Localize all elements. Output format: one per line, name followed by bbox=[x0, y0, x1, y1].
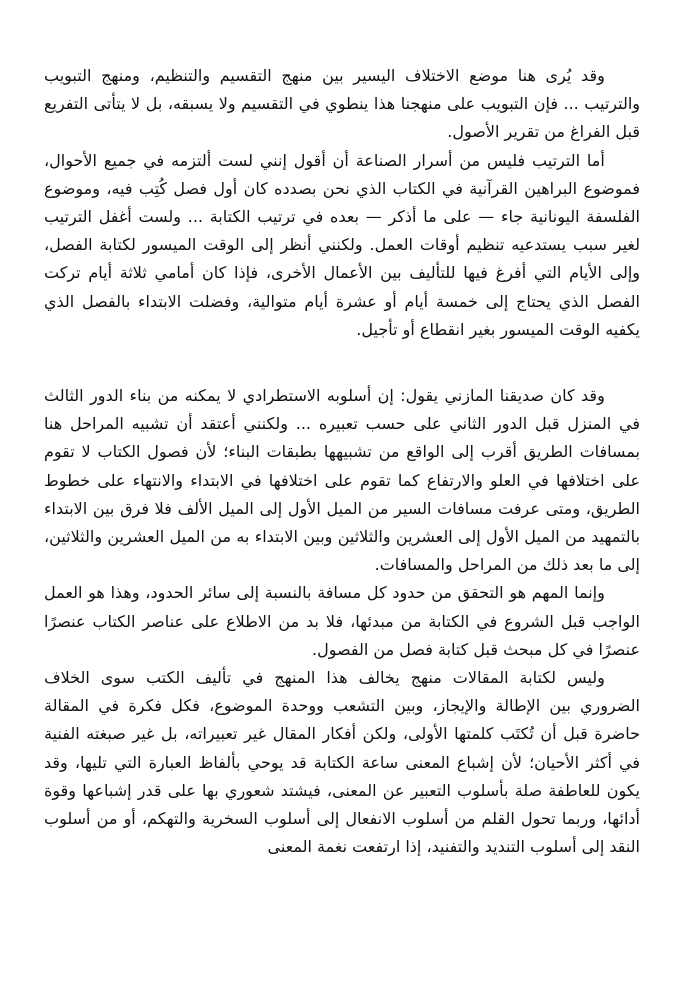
paragraph-5: وليس لكتابة المقالات منهج يخالف هذا المنهج في تأليف الكتب سوى الخلاف الضروري بين الإطالة والإيجاز، وبين التشعب ووحدة الموضوع، فكل فكرة في المقالة حاضرة قبل أن تُكتَب كلمتها الأولى، ولكن أفكار المقال غير تعبيراته، بل غير صبغته الفنية في أكثر الأحيان؛ لأن إشباع المعنى ساعة الكتابة قد يوحي بألفاظ العبارة التي تليها، وقد يكون للعاطفة صلة بأسلوب التعبير عن المعنى، فيشتد شعوري بها على قدر إشباعها وقوة أدائها، وربما تحول القلم من أسلوب الانفعال إلى أسلوب السخرية والتهكم، أو من أسلوب النقد إلى أسلوب التنديد والتفنيد، إذا ارتفعت نغمة المعنى bbox=[44, 668, 640, 857]
paragraph-4: وإنما المهم هو التحقق من حدود كل مسافة بالنسبة إلى سائر الحدود، وهذا هو العمل الواجب قبل الشروع في الكتابة من مبدئها، فلا بد من الاطلاع على عناصر الكتاب عنصرًا عنصرًا في كل مبحث قبل كتابة فصل من الفصول. bbox=[44, 583, 640, 659]
paragraph-2: أما الترتيب فليس من أسرار الصناعة أن أقول إنني لست ألتزمه في جميع الأحوال، فموضوع البراهين القرآنية في الكتاب الذي نحن بصدده كان أول فصل كُتِب فيه، وموضوع الفلسفة اليونانية جاء — على ما أذكر — بعده في ترتيب الكتابة ... ولست أغفل الترتيب لغير سبب يستدعيه تنظيم أوقات العمل. ولكنني أنظر إلى الوقت الميسور لكتابة الفصل، وإلى الأيام التي أفرغ فيها للتأليف بين الأعمال الأخرى، فإذا كان أمامي ثلاثة أيام تركت الفصل الذي يحتاج إلى خمسة أيام أو عشرة أيام متوالية، وفضلت الابتداء بالفصل الذي يكفيه الوقت الميسور بغير انقطاع أو تأجيل. bbox=[44, 150, 640, 339]
paragraph-1: وقد يُرى هنا موضع الاختلاف اليسير بين منهج التقسيم والتنظيم، ومنهج التبويب والترتيب ... فإن التبويب على منهجنا هذا ينطوي في التقسيم ولا يسبقه، بل لا يتأتى التفريع قبل الفراغ من تقرير الأصول. bbox=[44, 66, 640, 142]
section-gap bbox=[44, 344, 640, 382]
paragraph-3: وقد كان صديقنا المازني يقول: إن أسلوبه الاستطرادي لا يمكنه من بناء الدور الثالث في المنزل قبل الدور الثاني على حسب تعبيره ... ولكنني أعتقد أن تشبيه المراحل هنا بمسافات الطريق أقرب إلى الواقع من تشبيهها بطبقات البناء؛ لأن فصول الكتاب لا تقوم على اختلافها في العلو والارتفاع كما تقوم على اختلافها في الابتداء والانتهاء على خطوط الطريق، ومتى عرفت مسافات السير من الميل الأول إلى الميل الألف فلا فرق بين الابتداء بالتمهيد من الميل الأول إلى العشرين والثلاثين وبين الابتداء به من الميل العشرين والثلاثين، إلى ما بعد ذلك من المراحل والمسافات. bbox=[44, 386, 640, 575]
document-page bbox=[44, 62, 640, 861]
